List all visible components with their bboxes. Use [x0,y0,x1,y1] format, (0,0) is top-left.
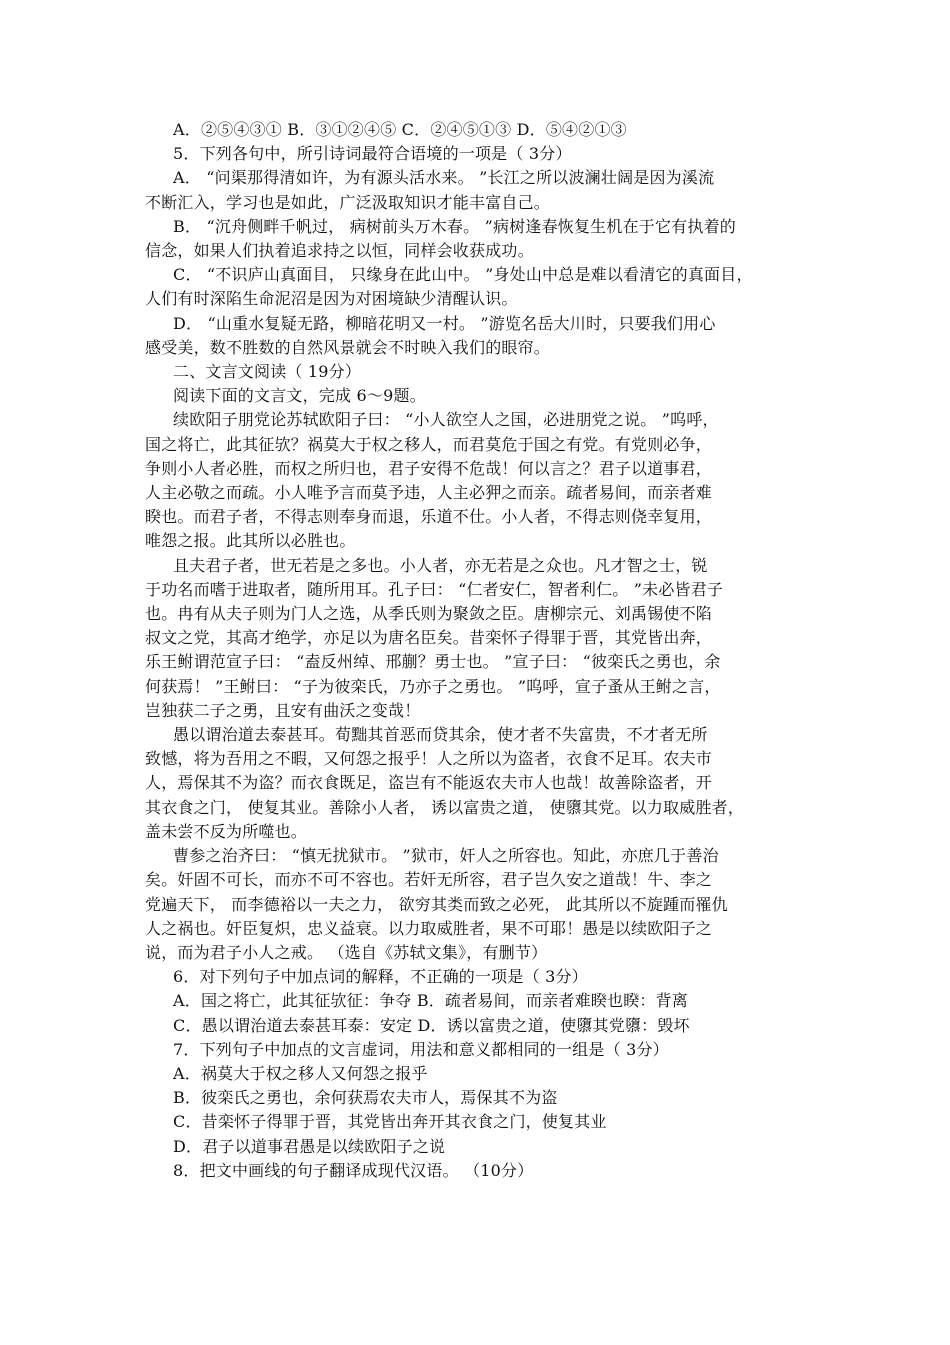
text-line: 矣。奸固不可长，而亦不可不容也。若奸无所容，君子岂久安之道哉！牛、李之 [145,870,713,890]
text-line: 曹参之治齐曰： “慎无扰狱市。 ”狱市，奸人之所容也。知此，亦庶几于善治 [173,846,719,866]
text-line: 二、文言文阅读（ 19分） [173,362,362,382]
text-line: 人们有时深陷生命泥沼是因为对困境缺少清醒认识。 [145,289,518,309]
text-line: B．彼栾氏之勇也，余何获焉农夫市人，焉保其不为盗 [173,1088,558,1108]
text-line: 也。冉有从夫子则为门人之选，从季氏则为聚敛之臣。唐柳宗元、刘禹锡使不陷 [145,604,713,624]
text-line: 于功名而嗜于进取者，随所用耳。孔子曰： “仁者安仁，智者利仁。 ”未必皆君子 [145,579,724,599]
text-line: 叔文之党，其高才绝学，亦足以为唐名臣矣。昔栾怀子得罪于晋，其党皆出奔， [145,628,713,648]
text-line: 何获焉！ ”王鲋曰： “子为彼栾氏，乃亦子之勇也。 ”呜呼，宣子蚤从王鲋之言， [145,676,721,696]
text-line: 国之将亡，此其征欤？祸莫大于权之移人，而君莫危于国之有党。有党则必争， [145,434,713,454]
text-line: 不断汇入，学习也是如此，广泛汲取知识才能丰富自己。 [145,192,551,212]
text-line: B． “沉舟侧畔千帆过， 病树前头万木春。 ”病树逢春恢复生机在于它有执着的 [173,216,736,236]
text-line: 7．下列句子中加点的文言虚词，用法和意义都相同的一组是（ 3分） [173,1039,669,1059]
text-line: 唯怨之报。此其所以必胜也。 [145,531,356,551]
text-line: 人主必敬之而疏。小人唯予言而莫予违，人主必狎之而亲。疏者易间，而亲者难 [145,483,713,503]
text-line: A． “问渠那得清如许，为有源头活水来。 ”长江之所以波澜壮阔是因为溪流 [173,168,715,188]
document-page [145,118,805,1183]
text-line: 愚以谓治道去泰甚耳。荀黜其首恶而贷其余，使才者不失富贵，不才者无所 [173,725,708,745]
text-line: A．国之将亡，此其征欤征：争夺 B．疏者易间，而亲者难睽也睽：背离 [173,991,688,1011]
text-line: 其衣食之门， 使复其业。善除小人者， 诱以富贵之道， 使隳其党。以力取威胜者， [145,797,745,817]
text-line: 6．对下列句子中加点词的解释，不正确的一项是（ 3分） [173,967,588,987]
text-line: C．昔栾怀子得罪于晋，其党皆出奔开其衣食之门，使复其业 [173,1112,607,1132]
text-line: 致憾，将为吾用之不暇，又何怨之报乎！人之所以为盗者，衣食不足耳。农夫市 [145,749,713,769]
text-line: 续欧阳子朋党论苏轼欧阳子曰： “小人欲空人之国，必进朋党之说。 ”呜呼， [173,410,719,430]
text-line: 人之祸也。奸臣复炽，忠义益衰。以力取威胜者，果不可耶！愚是以续欧阳子之 [145,918,713,938]
text-line: C．愚以谓治道去泰甚耳泰：安定 D．诱以富贵之道，使隳其党隳：毁坏 [173,1015,690,1035]
text-line: C． “不识庐山真面目， 只缘身在此山中。 ”身处山中总是难以看清它的真面目， [173,265,753,285]
text-line: 且夫君子者，世无若是之多也。小人者，亦无若是之众也。凡才智之士，锐 [173,555,708,575]
text-line: A．祸莫大于权之移人又何怨之报乎 [173,1063,428,1083]
text-line: 乐王鲋谓范宣子曰： “盍反州绰、邢蒯？勇士也。 ”宣子曰： “彼栾氏之勇也，余 [145,652,721,672]
text-line: D． “山重水复疑无路，柳暗花明又一村。 ”游览名岳大川时，只要我们用心 [173,313,716,333]
text-line: 说，而为君子小人之戒。 （选自《苏轼文集》，有删节） [145,942,548,962]
text-line: 岂独获二子之勇，且安有曲沃之变哉！ [145,700,421,720]
text-line: 信念，如果人们执着追求持之以恒，同样会收获成功。 [145,241,534,261]
text-line: 人，焉保其不为盗？而衣食既足，盗岂有不能返农夫市人也哉！故善除盗者，开 [145,773,713,793]
text-line: 争则小人者必胜，而权之所归也，君子安得不危哉！何以言之？君子以道事君， [145,458,713,478]
text-line: 感受美，数不胜数的自然风景就会不时映入我们的眼帘。 [145,337,551,357]
text-line: 5．下列各句中，所引诗词最符合语境的一项是（ 3分） [173,144,572,164]
text-line: 党遍天下， 而李德裕以一夫之力， 欲穷其类而致之必死， 此其所以不旋踵而罹仇 [145,894,728,914]
text-line: 睽也。而君子者，不得志则奉身而退，乐道不仕。小人者，不得志则侥幸复用， [145,507,713,527]
text-line: D．君子以道事君愚是以续欧阳子之说 [173,1136,446,1156]
text-line: 阅读下面的文言文，完成 6～9题。 [173,386,426,406]
text-line: A．②⑤④③① B．③①②④⑤ C．②④⑤①③ D．⑤④②①③ [173,120,627,139]
text-line: 8．把文中画线的句子翻译成现代汉语。 （10分） [173,1160,534,1180]
text-line: 盖未尝不反为所噬也。 [145,821,308,841]
